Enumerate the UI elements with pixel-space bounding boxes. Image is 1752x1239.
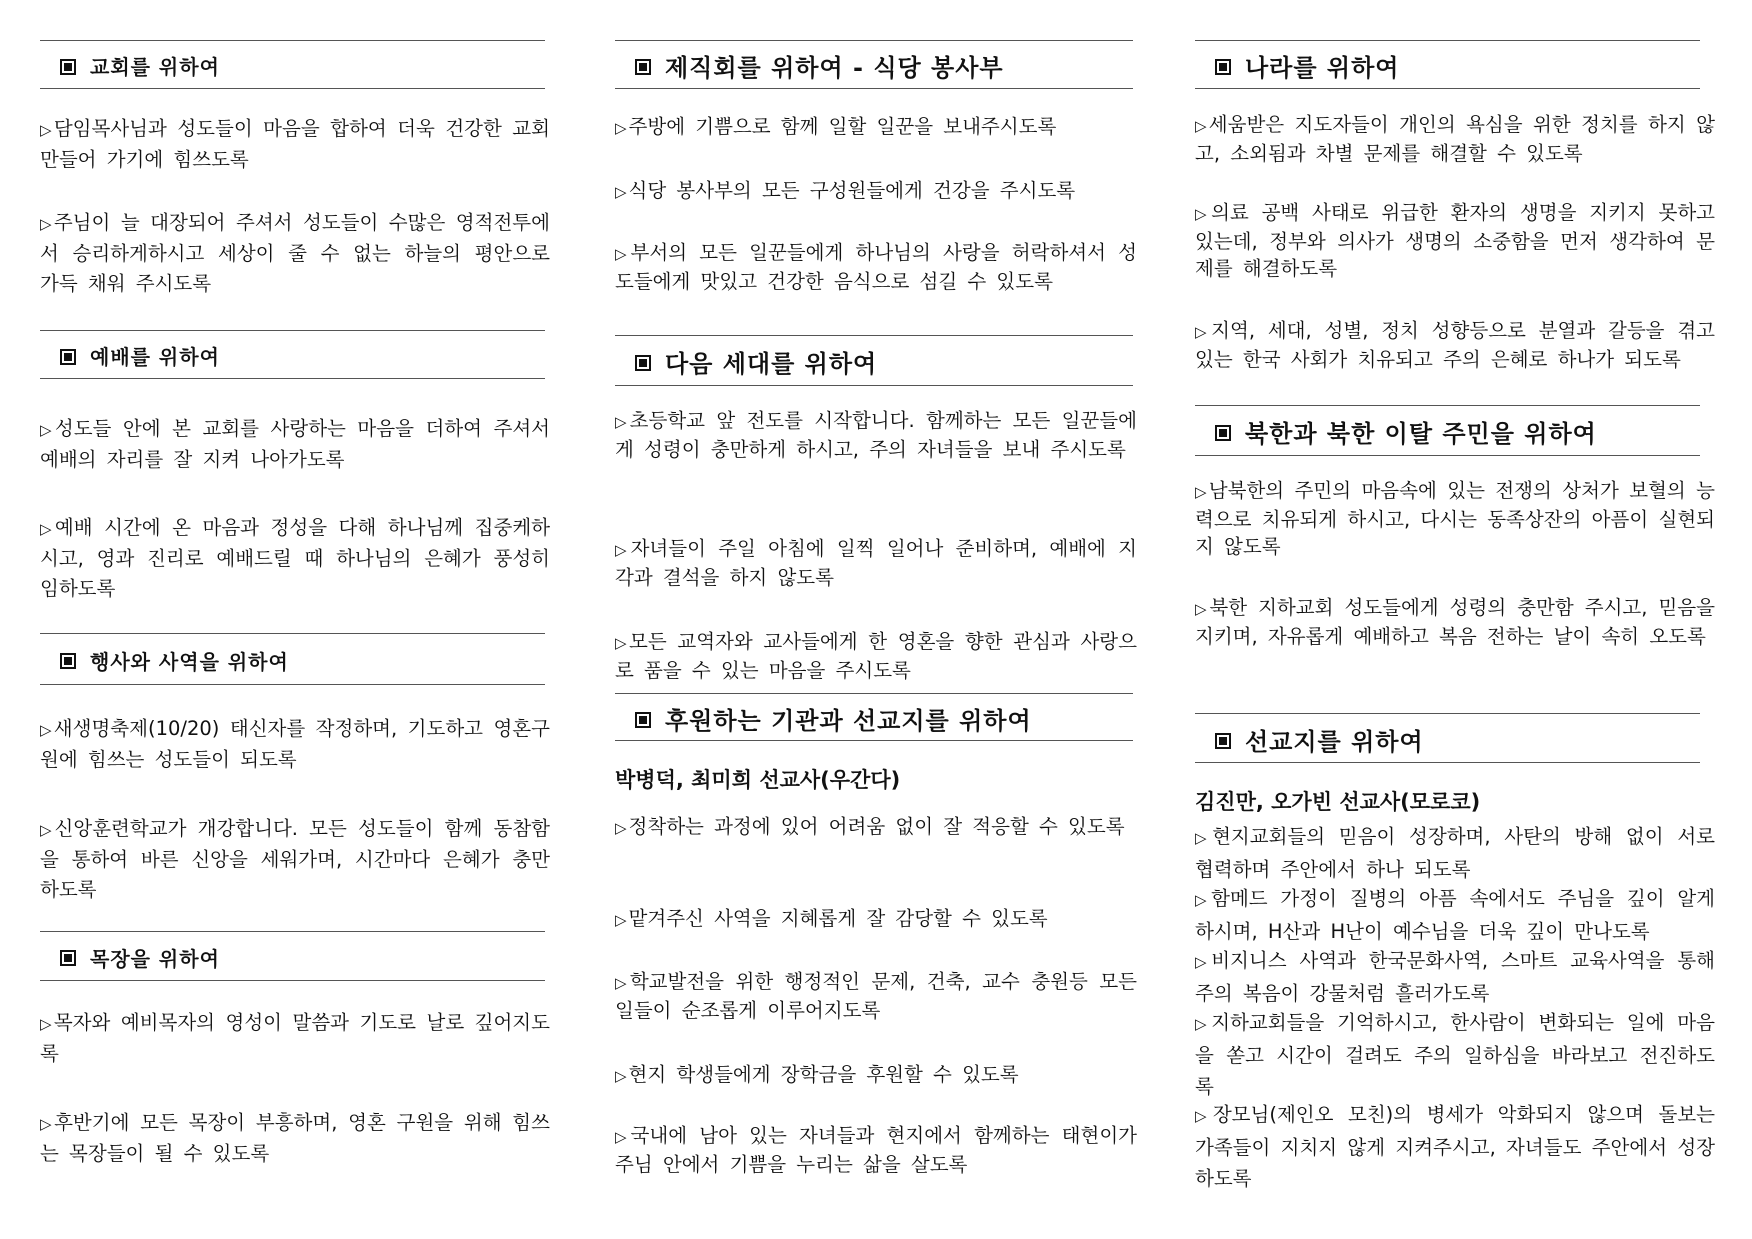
triangle-right-icon: ▷ <box>1195 600 1208 618</box>
prayer-item <box>615 1061 1137 1090</box>
prayer-item <box>1195 111 1715 167</box>
prayer-item-text: 신앙훈련학교가 개강합니다. 모든 성도들이 함께 동참함을 통하여 바른 신앙을 세워가며, 시간마다 은혜가 충만하도록 <box>40 817 550 901</box>
section-heading <box>60 341 220 370</box>
section-divider-bottom <box>1195 762 1700 763</box>
prayer-item <box>615 628 1137 685</box>
prayer-item-text: 정착하는 과정에 있어 어려움 없이 잘 적응할 수 있도록 <box>628 815 1125 838</box>
triangle-right-icon: ▷ <box>1195 829 1211 847</box>
prayer-item-text: 함메드 가정이 질병의 아픔 속에서도 주님을 깊이 알게 하시며, H산과 H난이 예수님을 더욱 깊이 만나도록 <box>1195 887 1715 943</box>
missionary-name: 김진만, 오가빈 선교사(모로코) <box>1195 790 1481 814</box>
triangle-right-icon: ▷ <box>615 974 628 992</box>
prayer-item <box>1195 594 1715 650</box>
prayer-item-text: 현지 학생들에게 장학금을 후원할 수 있도록 <box>628 1063 1019 1086</box>
section-heading <box>60 646 289 675</box>
section-divider-top <box>40 40 545 41</box>
prayer-item <box>615 535 1137 592</box>
prayer-item <box>40 414 550 475</box>
section-divider-top <box>1195 405 1700 406</box>
triangle-right-icon: ▷ <box>40 121 52 139</box>
triangle-right-icon: ▷ <box>40 821 53 839</box>
section-divider-bottom <box>40 980 545 981</box>
triangle-right-icon: ▷ <box>1195 323 1210 341</box>
triangle-right-icon: ▷ <box>40 1115 53 1133</box>
section-divider-bottom <box>1195 455 1700 456</box>
prayer-item-text: 초등학교 앞 전도를 시작합니다. 함께하는 모든 일꾼들에게 성령이 충만하게 하시고, 주의 자녀들을 보내 주시도록 <box>615 409 1137 461</box>
prayer-item-text: 의료 공백 사태로 위급한 환자의 생명을 지키지 못하고 있는데, 정부와 의사가 생명의 소중함을 먼저 생각하여 문제를 해결하도록 <box>1195 201 1715 280</box>
prayer-item <box>40 1008 550 1069</box>
section-divider-top <box>615 693 1133 694</box>
section-heading <box>1215 414 1597 449</box>
triangle-right-icon: ▷ <box>40 421 53 439</box>
prayer-item <box>1195 317 1715 373</box>
prayer-item-text: 부서의 모든 일꾼들에게 하나님의 사랑을 허락하셔서 성도들에게 맛있고 건강한 음식으로 섬길 수 있도록 <box>615 241 1137 293</box>
prayer-item <box>40 814 550 905</box>
prayer-item-text: 주방에 기쁨으로 함께 일할 일꾼을 보내주시도록 <box>628 115 1057 138</box>
prayer-item-text: 지하교회들을 기억하시고, 한사람이 변화되는 일에 마음을 쏟고 시간이 걸려도 주의 일하심을 바라보고 전진하도록 <box>1195 1011 1715 1098</box>
square-in-square-icon <box>1215 425 1231 441</box>
prayer-item <box>1195 1099 1715 1194</box>
prayer-item <box>40 114 550 175</box>
prayer-item <box>615 407 1137 464</box>
square-in-square-icon <box>1215 733 1231 749</box>
section-divider-top <box>40 633 545 634</box>
prayer-item <box>40 513 550 604</box>
triangle-right-icon: ▷ <box>615 245 629 263</box>
section-divider-bottom <box>1195 88 1700 89</box>
prayer-item <box>615 968 1137 1025</box>
prayer-item-text: 국내에 남아 있는 자녀들과 현지에서 함께하는 태현이가 주님 안에서 기쁨을 누리는 삶을 살도록 <box>615 1124 1137 1176</box>
prayer-item <box>615 113 1137 142</box>
square-in-square-icon <box>1215 59 1231 75</box>
square-in-square-icon <box>60 950 76 966</box>
section-divider-bottom <box>40 88 545 89</box>
section-divider-bottom <box>615 88 1133 89</box>
section-heading-text: 교회를 위하여 <box>90 55 220 79</box>
square-in-square-icon <box>60 59 76 75</box>
triangle-right-icon: ▷ <box>1195 891 1210 909</box>
prayer-item-text: 예배 시간에 온 마음과 정성을 다해 하나님께 집중케하시고, 영과 진리로 예배드릴 때 하나님의 은혜가 풍성히 임하도록 <box>40 516 550 600</box>
section-divider-top <box>615 335 1133 336</box>
section-divider-bottom <box>615 385 1133 386</box>
prayer-item <box>1195 477 1715 560</box>
section-heading-text: 후원하는 기관과 선교지를 위하여 <box>665 706 1032 735</box>
prayer-item-text: 세움받은 지도자들이 개인의 욕심을 위한 정치를 하지 않고, 소외됨과 차별 문제를 해결할 수 있도록 <box>1195 113 1715 165</box>
prayer-item <box>615 1122 1137 1179</box>
section-divider-top <box>40 931 545 932</box>
section-heading-text: 제직회를 위하여 - 식당 봉사부 <box>665 54 1004 83</box>
prayer-item <box>615 813 1137 842</box>
prayer-item <box>615 239 1137 296</box>
section-heading-text: 선교지를 위하여 <box>1245 727 1424 756</box>
prayer-item-text: 모든 교역자와 교사들에게 한 영혼을 향한 관심과 사랑으로 품을 수 있는 마음을 주시도록 <box>615 630 1137 682</box>
section-heading <box>635 48 1004 83</box>
section-heading-text: 북한과 북한 이탈 주민을 위하여 <box>1245 420 1597 449</box>
prayer-item <box>615 905 1137 934</box>
prayer-item-text: 식당 봉사부의 모든 구성원들에게 건강을 주시도록 <box>628 179 1076 202</box>
square-in-square-icon <box>60 349 76 365</box>
section-divider-top <box>40 330 545 331</box>
square-in-square-icon <box>60 653 76 669</box>
section-heading-text: 예배를 위하여 <box>90 345 220 369</box>
prayer-item <box>1195 883 1715 947</box>
section-heading <box>1215 722 1424 757</box>
section-heading-text: 행사와 사역을 위하여 <box>90 649 289 674</box>
section-heading <box>60 943 220 972</box>
triangle-right-icon: ▷ <box>1195 1107 1211 1125</box>
prayer-item-text: 새생명축제(10/20) 태신자를 작정하며, 기도하고 영혼구원에 힘쓰는 성도들이 되도록 <box>40 717 550 771</box>
prayer-item-text: 목자와 예비목자의 영성이 말씀과 기도로 날로 깊어지도록 <box>40 1011 550 1065</box>
section-heading <box>60 51 220 80</box>
prayer-item <box>615 177 1137 206</box>
section-heading-text: 나라를 위하여 <box>1245 54 1400 83</box>
triangle-right-icon: ▷ <box>615 819 627 837</box>
section-heading <box>635 701 1032 736</box>
prayer-item-text: 북한 지하교회 성도들에게 성령의 충만함 주시고, 믿음을 지키며, 자유롭게 예배하고 복음 전하는 날이 속히 오도록 <box>1195 596 1715 648</box>
prayer-item <box>1195 821 1715 885</box>
prayer-item <box>40 208 550 299</box>
triangle-right-icon: ▷ <box>615 541 629 559</box>
missionary-name: 박병덕, 최미희 선교사(우간다) <box>615 768 901 792</box>
triangle-right-icon: ▷ <box>40 215 52 233</box>
triangle-right-icon: ▷ <box>615 119 627 137</box>
triangle-right-icon: ▷ <box>615 911 627 929</box>
prayer-item-text: 학교발전을 위한 행정적인 문제, 건축, 교수 충원등 모든 일들이 순조롭게 이루어지도록 <box>615 970 1137 1022</box>
section-divider-bottom <box>615 740 1133 741</box>
prayer-item-text: 성도들 안에 본 교회를 사랑하는 마음을 더하여 주셔서 예배의 자리를 잘 지켜 나아가도록 <box>40 417 550 471</box>
section-divider-bottom <box>40 684 545 685</box>
triangle-right-icon: ▷ <box>615 1128 629 1146</box>
prayer-item-text: 자녀들이 주일 아침에 일찍 일어나 준비하며, 예배에 지각과 결석을 하지 않도록 <box>615 537 1137 589</box>
prayer-item <box>1195 945 1715 1009</box>
section-divider-top <box>615 40 1133 41</box>
triangle-right-icon: ▷ <box>1195 117 1207 135</box>
triangle-right-icon: ▷ <box>615 1067 627 1085</box>
section-divider-bottom <box>40 378 545 379</box>
prayer-item-text: 비지니스 사역과 한국문화사역, 스마트 교육사역을 통해 주의 복음이 강물처럼 흘러가도록 <box>1195 949 1715 1005</box>
triangle-right-icon: ▷ <box>40 721 52 739</box>
section-heading <box>1215 48 1399 83</box>
prayer-item-text: 후반기에 모든 목장이 부흥하며, 영혼 구원을 위해 힘쓰는 목장들이 될 수 있도록 <box>40 1111 550 1165</box>
prayer-item-text: 지역, 세대, 성별, 정치 성향등으로 분열과 갈등을 겪고 있는 한국 사회가 치유되고 주의 은혜로 하나가 되도록 <box>1195 319 1715 371</box>
triangle-right-icon: ▷ <box>1195 483 1207 501</box>
section-divider-top <box>1195 713 1700 714</box>
prayer-item-text: 현지교회들의 믿음이 성장하며, 사탄의 방해 없이 서로 협력하며 주안에서 하나 되도록 <box>1195 825 1715 881</box>
triangle-right-icon: ▷ <box>1195 953 1210 971</box>
square-in-square-icon <box>635 712 651 728</box>
triangle-right-icon: ▷ <box>40 1015 52 1033</box>
triangle-right-icon: ▷ <box>615 634 628 652</box>
prayer-item <box>40 1108 550 1169</box>
prayer-item-text: 맡겨주신 사역을 지혜롭게 잘 감당할 수 있도록 <box>628 907 1048 930</box>
prayer-item-text: 남북한의 주민의 마음속에 있는 전쟁의 상처가 보혈의 능력으로 치유되게 하시고, 다시는 동족상잔의 아픔이 실현되지 않도록 <box>1195 479 1715 558</box>
prayer-item-text: 담임목사님과 성도들이 마음을 합하여 더욱 건강한 교회 만들어 가기에 힘쓰도록 <box>40 117 550 171</box>
square-in-square-icon <box>635 355 651 371</box>
triangle-right-icon: ▷ <box>40 520 53 538</box>
triangle-right-icon: ▷ <box>1195 1015 1210 1033</box>
section-heading <box>635 344 877 379</box>
section-divider-top <box>1195 40 1700 41</box>
triangle-right-icon: ▷ <box>1195 205 1210 223</box>
prayer-item <box>1195 1007 1715 1102</box>
triangle-right-icon: ▷ <box>615 413 628 431</box>
prayer-item <box>1195 199 1715 282</box>
triangle-right-icon: ▷ <box>615 183 627 201</box>
prayer-item-text: 주님이 늘 대장되어 주셔서 성도들이 수많은 영적전투에서 승리하게하시고 세상이 줄 수 없는 하늘의 평안으로 가득 채워 주시도록 <box>40 211 550 295</box>
square-in-square-icon <box>635 59 651 75</box>
section-heading-text: 목장을 위하여 <box>90 946 220 971</box>
prayer-item-text: 장모님(제인오 모친)의 병세가 악화되지 않으며 돌보는 가족들이 지치지 않게 지켜주시고, 자녀들도 주안에서 성장하도록 <box>1195 1103 1715 1190</box>
prayer-item <box>40 714 550 775</box>
section-heading-text: 다음 세대를 위하여 <box>665 350 878 379</box>
